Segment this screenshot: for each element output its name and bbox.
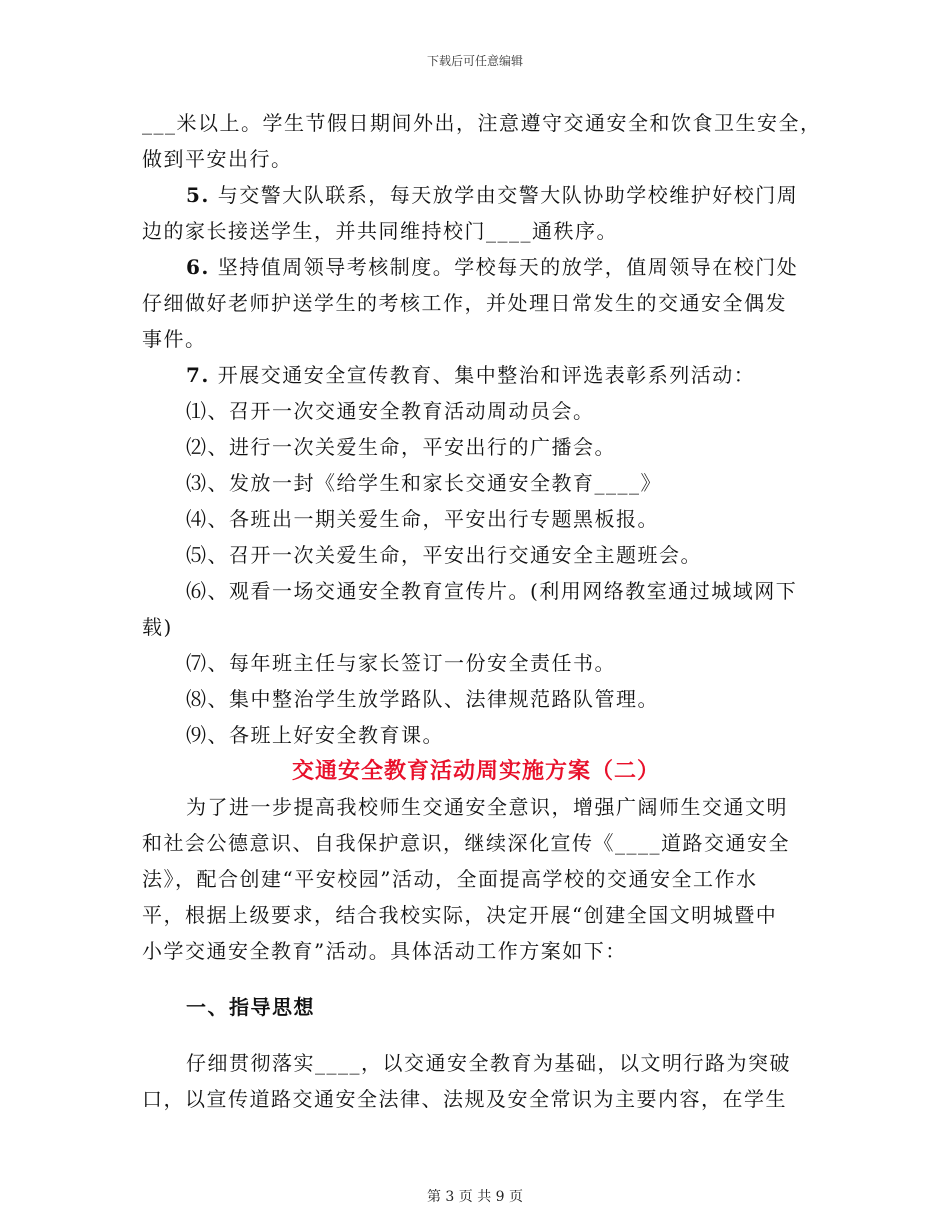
- activity-item-continuation: 载): [142, 615, 173, 639]
- section-heading: 一、指导思想: [186, 995, 315, 1019]
- item-number: 6.: [186, 255, 210, 279]
- intro-line: 平，根据上级要求，结合我校实际，决定开展“创建全国文明城暨中: [142, 903, 778, 927]
- activity-item: ⑹、观看一场交通安全教育宣传片。(利用网络教室通过城域网下: [186, 579, 798, 603]
- paragraph-7: [142, 357, 810, 393]
- guide-line: 口，以宣传道路交通安全法律、法规及安全常识为主要内容，在学生: [142, 1087, 787, 1111]
- paragraph-line: 事件。: [142, 327, 207, 351]
- paragraph-line: ___米以上。学生节假日期间外出，注意遵守交通安全和饮食卫生安全，: [142, 111, 822, 135]
- activity-item: ⑶、发放一封《给学生和家长交通安全教育____》: [186, 471, 662, 495]
- paragraph-text: 开展交通安全宣传教育、集中整治和评选表彰系列活动：: [209, 363, 756, 387]
- section-title: 交通安全教育活动周实施方案（二）: [291, 758, 660, 784]
- activity-item: ⑴、召开一次交通安全教育活动周动员会。: [186, 399, 595, 423]
- activity-item: ⑺、每年班主任与家长签订一份安全责任书。: [186, 651, 616, 675]
- page-footer: 第 3 页 共 9 页: [426, 1189, 524, 1205]
- guide-line: 仔细贯彻落实____，以交通安全教育为基础，以文明行路为突破: [186, 1051, 791, 1075]
- document-body: [142, 105, 822, 1117]
- paragraph-5: [142, 177, 810, 213]
- intro-line: 法》，配合创建“平安校园”活动，全面提高学校的交通安全工作水: [142, 867, 758, 891]
- intro-line: 为了进一步提高我校师生交通安全意识，增强广阔师生交通文明: [186, 795, 788, 819]
- item-number: 5.: [186, 183, 210, 207]
- paragraph-6: [142, 249, 810, 285]
- activity-item: ⑸、召开一次关爱生命，平安出行交通安全主题班会。: [186, 543, 702, 567]
- paragraph-line: 仔细做好老师护送学生的考核工作，并处理日常发生的交通安全偶发: [142, 291, 787, 315]
- intro-line: 和社会公德意识、自我保护意识，继续深化宣传《____道路交通安全: [142, 831, 790, 855]
- activity-item: ⑼、各班上好安全教育课。: [186, 723, 444, 747]
- paragraph-text: 与交警大队联系，每天放学由交警大队协助学校维护好校门周: [209, 183, 799, 207]
- intro-line: 小学交通安全教育”活动。具体活动工作方案如下：: [142, 939, 627, 963]
- item-number: 7.: [186, 363, 210, 387]
- page-header: 下载后可任意编辑: [426, 54, 523, 68]
- paragraph-line: 边的家长接送学生，并共同维持校门____通秩序。: [142, 219, 618, 243]
- activity-item: ⑵、进行一次关爱生命，平安出行的广播会。: [186, 435, 616, 459]
- paragraph-text: 坚持值周领导考核制度。学校每天的放学，值周领导在校门处: [209, 255, 799, 279]
- paragraph-line: 做到平安出行。: [142, 147, 293, 171]
- activity-item: ⑻、集中整治学生放学路队、法律规范路队管理。: [186, 687, 659, 711]
- activity-item: ⑷、各班出一期关爱生命，平安出行专题黑板报。: [186, 507, 659, 531]
